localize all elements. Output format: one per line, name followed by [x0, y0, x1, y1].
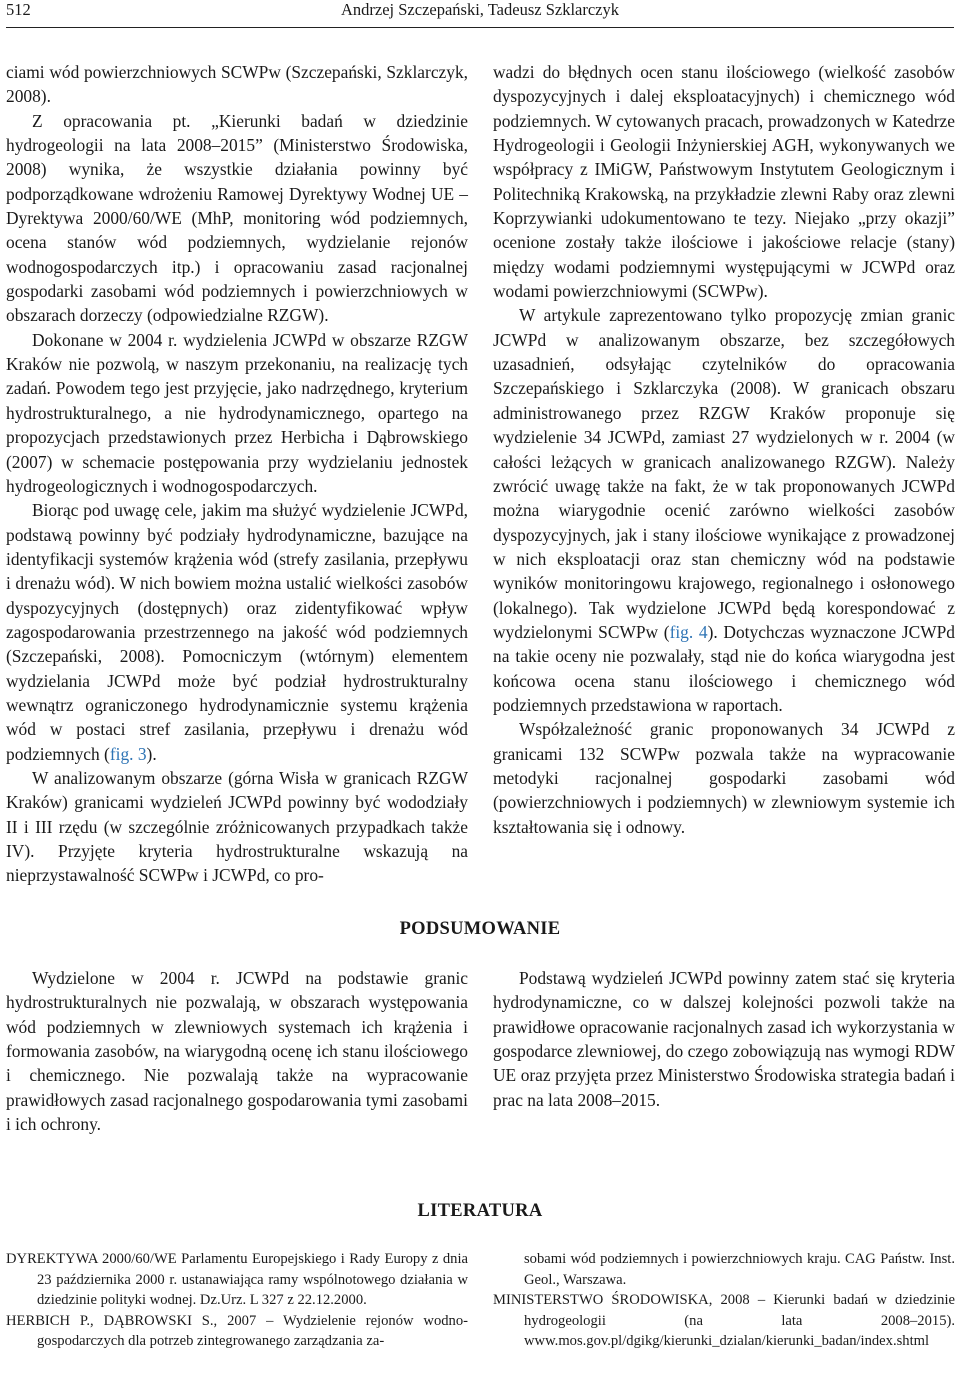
- body-column-left: [6, 60, 468, 888]
- header-rule: [6, 27, 954, 28]
- paragraph: wadzi do błędnych ocen stanu ilościowego (wielkość zasobów dyspozycyjnych i dalej eksploatacyjnych) i chemicznego wód podziemnych. W cytowanych pracach, prowadzonych w Katedrze Hydrogeologii i Geologii Inżynierskiej AGH, wykonywanych we współpracy z IMiGW, Państwowym Instytutem Geologicznym i Politechniką Krakowską, na przykładzie zlewni Raby oraz zlewni Koprzywianki udokumentowano te tezy. Niejako „przy okazji” ocenione zostały także ilościowe i jakościowe relacje (stany) między wodami podziemnymi występującymi w JCWPd oraz wodami powierzchniowymi (SCWPw).: [493, 62, 955, 302]
- reference-entry: MINISTERSTWO ŚRODOWISKA, 2008 – Kierunki badań w dziedzinie hydrogeologii (na lata 2008–2015). www.mos.gov.pl/dgikg/kierunki_dzialan/kierunki_badan/index.shtml: [493, 1292, 955, 1350]
- summary-column-left: [6, 966, 468, 1136]
- paragraph: Z opracowania pt. „Kierunki badań w dziedzinie hydrogeologii na lata 2008–2015” (Ministerstwo Środowiska, 2008) wynika, że wszystkie działania powinny być podporządkowane wdrożeniu Ramowej Dyrektywy Wodnej UE – Dyrektywa 2000/60/WE (MhP, monitoring wód podziemnych, ocena stanów wód podziemnych, wydzielanie rejonów wodnogospodarczych itp.) i opracowaniu zasad racjonalnej gospodarki zasobami wód podziemnych i powierzchniowych w obszarach dorzeczy (odpowiedzialne RZGW).: [6, 110, 468, 326]
- figure-4-link[interactable]: fig. 4: [669, 621, 708, 642]
- reference-entry-continued: sobami wód podziemnych i powierzchniowych kraju. CAG Państw. Inst. Geol., Warszawa.: [524, 1251, 955, 1288]
- running-header-authors: Andrzej Szczepański, Tadeusz Szklarczyk: [340, 0, 619, 19]
- summary-column-right: [493, 966, 955, 1112]
- paragraph: Wydzielone w 2004 r. JCWPd na podstawie granic hydrostrukturalnych nie pozwalają, w obszarach występowania wód podziemnych w zlewniowych systemach ich krążenia i formowania zasobów, na wiarygodną ocenę ich stanu ilościowego i chemicznego. Nie pozwalają także na wypracowanie prawidłowych zasad racjonalnego gospodarowania tymi zasobami i ich ochrony.: [6, 968, 468, 1135]
- paragraph: [6, 498, 468, 766]
- paragraph-text: Biorąc pod uwagę cele, jakim ma służyć wydzielenie JCWPd, podstawą powinny być podziały hydrodynamiczne, bazujące na identyfikacji systemów krążenia wód (strefy zasilania, przepływu i drenażu wód). W nich bowiem można ustalić wielkości zasobów dyspozycyjnych (dostępnych) oraz zidentyfikować wpływ zagospodarowania przestrzennego na jakość wód podziemnych (Szczepański, 2008). Pomocniczym (wtórnym) elementem wydzielania JCWPd może być podział hydrostrukturalny wewnątrz ograniczonego hydrodynamicznie systemu krążenia wód w postaci stref zasilania, przepływu i drenażu wód podziemnych (: [6, 500, 468, 764]
- paragraph-text: ). Dotychczas wyznaczone JCWPd na takie oceny nie pozwalały, stąd nie do końca wiarygodna jest końcowa ocena stanu ilościowego i chemicznego wód podziemnych przedstawiona w raportach.: [493, 621, 955, 715]
- running-header: [6, 0, 954, 20]
- figure-3-link[interactable]: fig. 3: [109, 743, 147, 764]
- body-column-right: [493, 60, 955, 839]
- paragraph: Współzależność granic proponowanych 34 JCWPd z granicami 132 SCWPw pozwala także na wypracowanie metodyki racjonalnej gospodarki zasobami wód (powierzchniowych i podziemnych) w zlewniowym systemie ich kształtowania się i odnowy.: [493, 719, 955, 837]
- paragraph: [493, 303, 955, 717]
- paragraph: W analizowanym obszarze (górna Wisła w granicach RZGW Kraków) granicami wydzieleń JCWPd powinny być wododziały II i III rzędu (w szczególnie zróżnicowanych przypadkach także IV). Przyjęte kryteria hydrostrukturalne wskazują na nieprzystawalność SCWPw i JCWPd, co pro-: [6, 767, 468, 886]
- paragraph: Podstawą wydzieleń JCWPd powinny zatem stać się kryteria hydrodynamiczne, co w dalszej kolejności pozwoli także na prawidłowe opracowanie racjonalnych zasad ich wykorzystania w gospodarce zlewniowej, do czego zobowiązują nas wymogi RDW UE oraz przyjęta przez Ministerstwo Środowiska strategia badań i prac na lata 2008–2015.: [493, 968, 955, 1110]
- page-number: 512: [6, 0, 31, 19]
- section-heading-summary: PODSUMOWANIE: [399, 919, 561, 939]
- paragraph-text: ).: [146, 743, 157, 764]
- paragraph: ciami wód powierzchniowych SCWPw (Szczepański, Szklarczyk, 2008).: [6, 62, 468, 107]
- reference-entry: DYREKTYWA 2000/60/WE Parlamentu Europejskiego i Rady Europy z dnia 23 października 2000 r. ustanawiająca ramy wspólnotowego działania w dziedzinie polityki wodnej. Dz.Urz. L 327 z 22.12.2000.: [6, 1251, 468, 1309]
- section-heading-literature: LITERATURA: [417, 1201, 543, 1221]
- references-column-right: [493, 1249, 955, 1352]
- paragraph: Dokonane w 2004 r. wydzielenia JCWPd w obszarze RZGW Kraków nie pozwolą, w naszym przekonaniu, na realizację tych zadań. Powodem tego jest przyjęcie, jako nadrzędnego, kryterium hydrostrukturalnego, a nie hydrodynamicznego, opartego na propozycjach przedstawionych przez Herbicha i Dąbrowskiego (2007) w schemacie postępowania przy wydzielaniu jednostek hydrogeologicznych i wodnogospodarczych.: [6, 329, 468, 496]
- paragraph-text: W artykule zaprezentowano tylko propozycję zmian granic JCWPd w analizowanym obszarze, bez szczegółowych uzasadnień, odsyłając czytelników do opracowania Szczepańskiego i Szklarczyka (2008). W granicach obszaru administrowanego przez RZGW Kraków proponuje się wydzielenie 34 JCWPd, zamiast 27 wydzielonych w r. 2004 (w całości leżących w granicach analizowanego RZGW). Należy zwrócić uwagę także na fakt, że w tak proponowanych JCWPd można wiarygodnie ocenić zarówno wielkości zasobów dyspozycyjnych, jak i stany ilościowe wynikające z prowadzonej w nich eksploatacji oraz stan chemiczny wód na podstawie wyników monitoringowu krajowego, regionalnego i osłonowego (lokalnego). Tak wydzielone JCWPd będą korespondować z wydzielonymi SCWPw (: [493, 305, 955, 642]
- references-column-left: [6, 1249, 468, 1352]
- reference-entry: HERBICH P., DĄBROWSKI S., 2007 – Wydzielenie rejonów wodno-gospodarczych dla potrzeb zintegrowanego zarządzania za-: [6, 1312, 468, 1350]
